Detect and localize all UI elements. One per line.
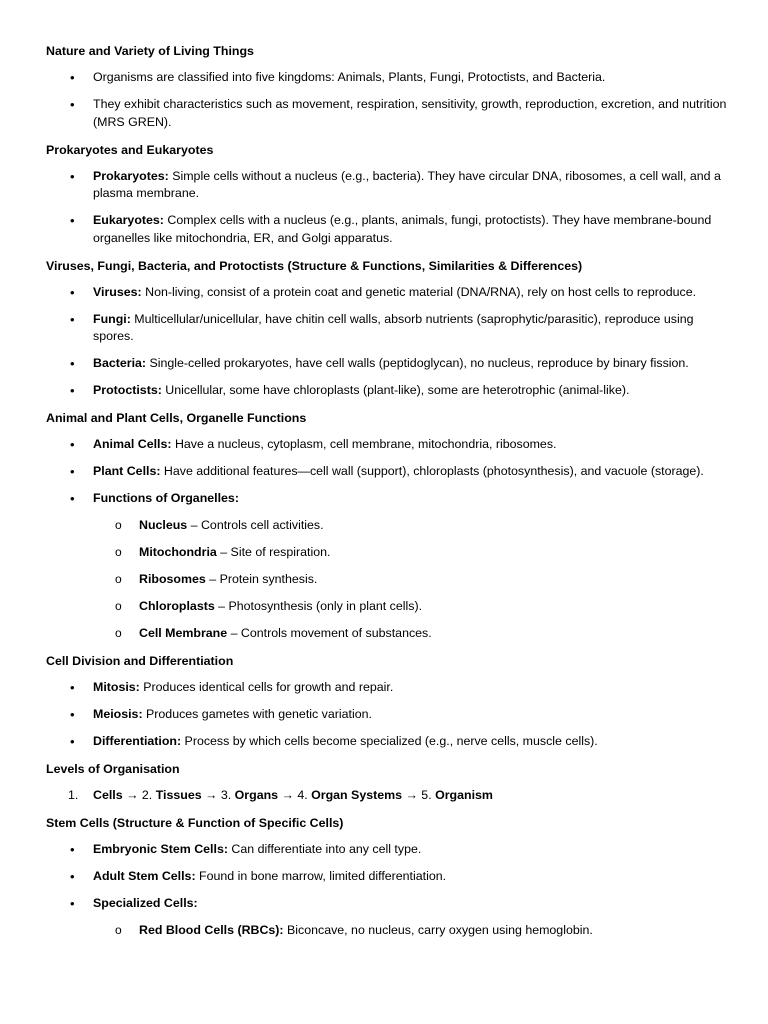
list-item: • Plant Cells: Have additional features—cell wall (support), chloroplasts (photosynthesis), and vacuole (storage). [70,464,704,480]
list-item: • Organisms are classified into five kingdoms: Animals, Plants, Fungi, Protoctists, and Bacteria. [70,70,606,85]
bullet-icon: • [70,356,75,372]
sub-bullet-list [46,517,728,643]
sub-bullet-list [46,922,728,940]
list-item: • Functions of Organelles: [70,491,239,507]
bullet-icon: • [70,869,75,885]
section-levels [46,760,728,805]
list-item: • Protoctists: Unicellular, some have chloroplasts (plant-like), some are heterotrophic (animal-like). [70,383,630,399]
bullet-list [46,284,728,400]
sub-bullet-icon: o [115,923,122,938]
sub-list-item: o Mitochondria – Site of respiration. [46,544,728,562]
bullet-list [46,436,728,508]
list-item: • Meiosis: Produces gametes with genetic variation. [70,707,372,723]
section-prokaryotes [46,141,728,248]
bullet-icon: • [70,96,75,112]
sub-list-item: o Cell Membrane – Controls movement of substances. [46,625,728,643]
section-heading: Stem Cells (Structure & Function of Specific Cells) [46,816,344,831]
section-cells [46,409,728,642]
bullet-icon: • [70,896,75,912]
bullet-icon: • [70,437,75,453]
bullet-icon: • [70,70,75,85]
sub-list-item: o Nucleus – Controls cell activities. [46,517,728,535]
list-item: • Viruses: Non-living, consist of a protein coat and genetic material (DNA/RNA), rely on host cells to reproduce. [70,284,697,300]
list-item: • Adult Stem Cells: Found in bone marrow, limited differentiation. [70,869,447,885]
list-item: • Embryonic Stem Cells: Can differentiate into any cell type. [70,842,422,858]
section-heading: Nature and Variety of Living Things [46,44,254,58]
sub-bullet-icon: o [115,572,122,587]
sub-bullet-icon: o [115,626,122,641]
list-item: • They exhibit characteristics such as movement, respiration, sensitivity, growth, reproduction, excretion, and nutrition (MRS GREN). [70,96,727,129]
list-item: • Mitosis: Produces identical cells for growth and repair. [70,680,394,696]
sub-bullet-icon: o [115,599,122,614]
section-stem [46,814,728,940]
list-item: • Animal Cells: Have a nucleus, cytoplasm, cell membrane, mitochondria, ribosomes. [70,437,557,453]
section-heading: Cell Division and Differentiation [46,654,234,669]
list-item: 1. Cells → 2. Tissues → 3. Organs → 4. Organ Systems → 5. Organism [46,787,728,805]
section-heading: Animal and Plant Cells, Organelle Functions [46,411,307,426]
section-nature [46,42,728,131]
section-heading: Prokaryotes and Eukaryotes [46,142,214,157]
bullet-icon: • [70,311,75,327]
bullet-icon: • [70,168,75,184]
bullet-icon: • [70,213,75,229]
list-item: • Fungi: Multicellular/unicellular, have chitin cell walls, absorb nutrients (saprophytic/parasitic), reproduce using spores. [70,311,694,344]
numbered-list [46,787,728,805]
bullet-icon: • [70,383,75,399]
list-item: • Differentiation: Process by which cells become specialized (e.g., nerve cells, muscle cells). [70,734,598,750]
bullet-icon: • [70,284,75,300]
bullet-icon: • [70,464,75,480]
section-viruses [46,257,728,400]
bullet-icon: • [70,491,75,507]
section-heading: Viruses, Fungi, Bacteria, and Protoctists (Structure & Functions, Similarities & Differences) [46,258,583,273]
sub-bullet-icon: o [115,545,122,560]
bullet-icon: • [70,707,75,723]
bullet-list [46,69,728,131]
list-number: 1. [68,788,79,803]
bullet-list [46,841,728,913]
bullet-icon: • [70,680,75,696]
list-item: • Bacteria: Single-celled prokaryotes, have cell walls (peptidoglycan), no nucleus, reproduce by binary fission. [70,356,689,372]
sub-bullet-icon: o [115,518,122,533]
bullet-list [46,679,728,751]
section-heading: Levels of Organisation [46,762,180,777]
sub-list-item: o Red Blood Cells (RBCs): Biconcave, no nucleus, carry oxygen using hemoglobin. [46,922,728,940]
section-division [46,652,728,751]
list-item: • Prokaryotes: Simple cells without a nucleus (e.g., bacteria). They have circular DNA, ribosomes, a cell wall, and a plasma membrane. [70,168,721,201]
sub-list-item: o Ribosomes – Protein synthesis. [46,571,728,589]
list-item: • Specialized Cells: [70,896,198,912]
list-item: • Eukaryotes: Complex cells with a nucleus (e.g., plants, animals, fungi, protoctists). They have membrane-bound organelles like mitochondria, ER, and Golgi apparatus. [70,213,712,245]
bullet-icon: • [70,734,75,750]
bullet-icon: • [70,842,75,858]
bullet-list [46,168,728,248]
sub-list-item: o Chloroplasts – Photosynthesis (only in plant cells). [46,598,728,616]
